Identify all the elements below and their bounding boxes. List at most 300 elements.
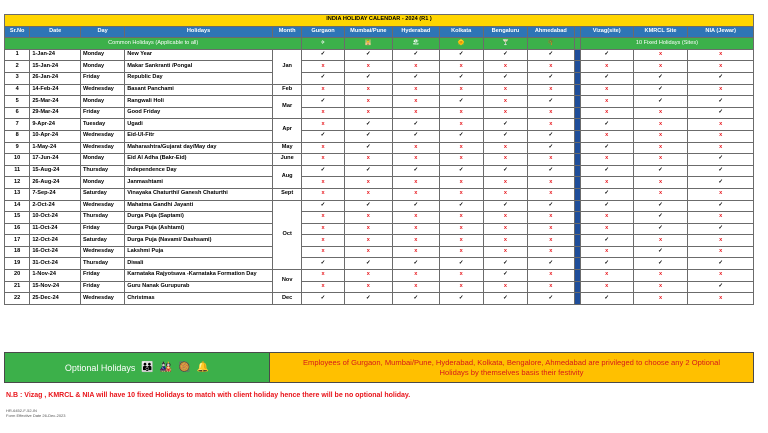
- check-mark-icon: ✓: [633, 258, 688, 270]
- cross-mark-icon: x: [439, 177, 483, 189]
- cross-mark-icon: x: [302, 107, 344, 119]
- cross-mark-icon: x: [580, 212, 633, 224]
- cross-mark-icon: x: [688, 212, 754, 224]
- column-header: Sr.No: [5, 26, 30, 38]
- beach-icon: 🏖: [393, 38, 439, 50]
- cross-mark-icon: x: [393, 270, 439, 282]
- cross-mark-icon: x: [688, 119, 754, 131]
- holiday-name: Rangwali Holi: [125, 96, 273, 108]
- cross-mark-icon: x: [302, 270, 344, 282]
- cross-mark-icon: x: [483, 61, 527, 73]
- cross-mark-icon: x: [302, 142, 344, 154]
- mosque-icon: 🕌: [344, 38, 393, 50]
- cross-mark-icon: x: [393, 188, 439, 200]
- check-mark-icon: ✓: [688, 223, 754, 235]
- check-mark-icon: ✓: [528, 72, 574, 84]
- column-header: Vizag(site): [580, 26, 633, 38]
- cross-mark-icon: x: [483, 107, 527, 119]
- holiday-date: 1-Jan-24: [30, 49, 81, 61]
- holiday-date: 17-Jun-24: [30, 154, 81, 166]
- check-mark-icon: ✓: [483, 165, 527, 177]
- holiday-date: 25-Dec-24: [30, 293, 81, 305]
- cross-mark-icon: x: [633, 235, 688, 247]
- cross-mark-icon: x: [580, 130, 633, 142]
- holiday-row: [5, 96, 754, 108]
- holiday-date: 2-Oct-24: [30, 200, 81, 212]
- check-mark-icon: ✓: [302, 165, 344, 177]
- holiday-date: 14-Feb-24: [30, 84, 81, 96]
- check-mark-icon: ✓: [688, 154, 754, 166]
- cross-mark-icon: x: [483, 246, 527, 258]
- cross-mark-icon: x: [688, 49, 754, 61]
- cross-mark-icon: x: [688, 142, 754, 154]
- holiday-name: Janmashtami: [125, 177, 273, 189]
- cross-mark-icon: x: [302, 84, 344, 96]
- form-effective-date: Form Effective Date 26-Dec-2023: [6, 413, 66, 418]
- serial-number: 22: [5, 293, 30, 305]
- check-mark-icon: ✓: [688, 281, 754, 293]
- check-mark-icon: ✓: [439, 96, 483, 108]
- check-mark-icon: ✓: [344, 165, 393, 177]
- common-holidays-label: Common Holidays (Applicable to all): [5, 38, 302, 50]
- cross-mark-icon: x: [688, 246, 754, 258]
- check-mark-icon: ✓: [633, 200, 688, 212]
- cross-mark-icon: x: [393, 246, 439, 258]
- check-mark-icon: ✓: [580, 293, 633, 305]
- drink-icon: 🍸: [483, 38, 527, 50]
- check-mark-icon: ✓: [439, 258, 483, 270]
- holiday-date: 15-Aug-24: [30, 165, 81, 177]
- cross-mark-icon: x: [344, 61, 393, 73]
- cross-mark-icon: x: [633, 142, 688, 154]
- cross-mark-icon: x: [633, 49, 688, 61]
- cross-mark-icon: x: [580, 84, 633, 96]
- holiday-name: Basant Panchami: [125, 84, 273, 96]
- check-mark-icon: ✓: [393, 49, 439, 61]
- check-mark-icon: ✓: [439, 165, 483, 177]
- holiday-name: Republic Day: [125, 72, 273, 84]
- holiday-row: [5, 84, 754, 96]
- holiday-row: [5, 258, 754, 270]
- sun-icon: 🌞: [439, 38, 483, 50]
- check-mark-icon: ✓: [393, 165, 439, 177]
- bell-icon: 🔔: [196, 362, 210, 373]
- serial-number: 11: [5, 165, 30, 177]
- calendar-title: INDIA HOLIDAY CALENDAR - 2024 (R1 ): [5, 15, 754, 27]
- holiday-name: Durga Puja (Navami/ Dashsami): [125, 235, 273, 247]
- cross-mark-icon: x: [483, 281, 527, 293]
- check-mark-icon: ✓: [393, 258, 439, 270]
- cross-mark-icon: x: [439, 119, 483, 131]
- month-cell: Nov: [272, 270, 302, 293]
- holiday-name: Ugadi: [125, 119, 273, 131]
- fixed-holidays-label: 10 Fixed Holidays (Sites): [580, 38, 753, 50]
- lamp-icon: 🥘: [178, 362, 191, 373]
- cross-mark-icon: x: [528, 84, 574, 96]
- month-cell: May: [272, 142, 302, 154]
- holiday-row: [5, 72, 754, 84]
- cross-mark-icon: x: [633, 154, 688, 166]
- serial-number: 8: [5, 130, 30, 142]
- column-header: Kolkata: [439, 26, 483, 38]
- holiday-date: 10-Oct-24: [30, 212, 81, 224]
- holiday-name: Lakshmi Puja: [125, 246, 273, 258]
- check-mark-icon: ✓: [633, 72, 688, 84]
- cross-mark-icon: x: [302, 61, 344, 73]
- check-mark-icon: ✓: [302, 258, 344, 270]
- check-mark-icon: ✓: [344, 293, 393, 305]
- check-mark-icon: ✓: [688, 96, 754, 108]
- cross-mark-icon: x: [580, 154, 633, 166]
- cross-mark-icon: x: [302, 119, 344, 131]
- family-icon: 👪: [141, 362, 154, 373]
- check-mark-icon: ✓: [580, 258, 633, 270]
- cross-mark-icon: x: [439, 84, 483, 96]
- cross-mark-icon: x: [688, 270, 754, 282]
- serial-number: 5: [5, 96, 30, 108]
- month-cell: Dec: [272, 293, 302, 305]
- cross-mark-icon: x: [528, 107, 574, 119]
- holiday-row: [5, 293, 754, 305]
- cross-mark-icon: x: [344, 84, 393, 96]
- cross-mark-icon: x: [528, 61, 574, 73]
- month-cell: Jan: [272, 49, 302, 84]
- check-mark-icon: ✓: [344, 72, 393, 84]
- check-mark-icon: ✓: [528, 258, 574, 270]
- cross-mark-icon: x: [483, 212, 527, 224]
- festival-icon: 🎎: [159, 362, 173, 373]
- cross-mark-icon: x: [393, 107, 439, 119]
- cross-mark-icon: x: [344, 281, 393, 293]
- cross-mark-icon: x: [633, 281, 688, 293]
- month-cell: Apr: [272, 119, 302, 142]
- holiday-name: Durga Puja (Ashtami): [125, 223, 273, 235]
- optional-holidays-info: Employees of Gurgaon, Mumbai/Pune, Hyderabad, Kolkata, Bengalore, Ahmedabad are privileged to choose any 2 Optional Holidays by themselves basis their festivity: [270, 352, 754, 383]
- serial-number: 13: [5, 188, 30, 200]
- cross-mark-icon: x: [439, 281, 483, 293]
- serial-number: 19: [5, 258, 30, 270]
- cross-mark-icon: x: [302, 246, 344, 258]
- serial-number: 9: [5, 142, 30, 154]
- check-mark-icon: ✓: [302, 72, 344, 84]
- column-header: Ahmedabad: [528, 26, 574, 38]
- cross-mark-icon: x: [528, 212, 574, 224]
- holiday-date: 25-Mar-24: [30, 96, 81, 108]
- check-mark-icon: ✓: [633, 96, 688, 108]
- cross-mark-icon: x: [393, 84, 439, 96]
- holiday-row: [5, 49, 754, 61]
- check-mark-icon: ✓: [688, 165, 754, 177]
- cross-mark-icon: x: [483, 223, 527, 235]
- holiday-name: Vinayaka Chaturthi/ Ganesh Chaturthi: [125, 188, 273, 200]
- holiday-day: Saturday: [80, 235, 124, 247]
- cross-mark-icon: x: [302, 188, 344, 200]
- holiday-name: Maharashtra/Gujarat day/May day: [125, 142, 273, 154]
- cross-mark-icon: x: [528, 281, 574, 293]
- cross-mark-icon: x: [393, 96, 439, 108]
- cross-mark-icon: x: [393, 142, 439, 154]
- cross-mark-icon: x: [688, 293, 754, 305]
- cross-mark-icon: x: [344, 212, 393, 224]
- serial-number: 21: [5, 281, 30, 293]
- check-mark-icon: ✓: [580, 165, 633, 177]
- cross-mark-icon: x: [528, 154, 574, 166]
- note-text: N.B : Vizag , KMRCL & NIA will have 10 fixed Holidays to match with client holiday hence there will be no optional holiday.: [6, 392, 411, 399]
- header-row: [5, 26, 754, 38]
- holiday-row: [5, 130, 754, 142]
- check-mark-icon: ✓: [528, 49, 574, 61]
- check-mark-icon: ✓: [344, 142, 393, 154]
- holiday-day: Tuesday: [80, 119, 124, 131]
- holiday-day: Wednesday: [80, 84, 124, 96]
- holiday-day: Wednesday: [80, 200, 124, 212]
- holiday-day: Monday: [80, 96, 124, 108]
- check-mark-icon: ✓: [302, 293, 344, 305]
- holiday-date: 11-Oct-24: [30, 223, 81, 235]
- check-mark-icon: ✓: [633, 223, 688, 235]
- check-mark-icon: ✓: [344, 49, 393, 61]
- cross-mark-icon: x: [483, 142, 527, 154]
- check-mark-icon: ✓: [393, 130, 439, 142]
- serial-number: 16: [5, 223, 30, 235]
- cross-mark-icon: x: [439, 61, 483, 73]
- cross-mark-icon: x: [633, 130, 688, 142]
- holiday-day: Wednesday: [80, 246, 124, 258]
- cross-mark-icon: x: [633, 177, 688, 189]
- cross-mark-icon: x: [580, 223, 633, 235]
- common-holidays-band: [5, 38, 754, 50]
- optional-holidays-section: [4, 352, 754, 383]
- holiday-name: New Year: [125, 49, 273, 61]
- cross-mark-icon: x: [439, 246, 483, 258]
- cross-mark-icon: x: [528, 235, 574, 247]
- column-header: Mumbai/Pune: [344, 26, 393, 38]
- holiday-name: Good Friday: [125, 107, 273, 119]
- cross-mark-icon: x: [633, 119, 688, 131]
- holiday-row: [5, 246, 754, 258]
- holiday-day: Thursday: [80, 258, 124, 270]
- cross-mark-icon: x: [483, 154, 527, 166]
- cross-mark-icon: x: [528, 246, 574, 258]
- column-header: Gurgaon: [302, 26, 344, 38]
- check-mark-icon: ✓: [483, 119, 527, 131]
- cross-mark-icon: x: [580, 107, 633, 119]
- holiday-day: Wednesday: [80, 293, 124, 305]
- check-mark-icon: ✓: [633, 246, 688, 258]
- column-header: Bengaluru: [483, 26, 527, 38]
- holiday-row: [5, 235, 754, 247]
- holiday-row: [5, 61, 754, 73]
- cross-mark-icon: x: [344, 223, 393, 235]
- cross-mark-icon: x: [580, 246, 633, 258]
- cross-mark-icon: x: [528, 119, 574, 131]
- holiday-row: [5, 223, 754, 235]
- holiday-row: [5, 154, 754, 166]
- cross-mark-icon: x: [344, 177, 393, 189]
- cross-mark-icon: x: [344, 154, 393, 166]
- cross-mark-icon: x: [439, 188, 483, 200]
- cross-mark-icon: x: [302, 154, 344, 166]
- holiday-day: Wednesday: [80, 142, 124, 154]
- cross-mark-icon: x: [633, 61, 688, 73]
- holiday-row: [5, 200, 754, 212]
- cross-mark-icon: x: [528, 270, 574, 282]
- check-mark-icon: ✓: [580, 188, 633, 200]
- serial-number: 7: [5, 119, 30, 131]
- month-cell: Aug: [272, 165, 302, 188]
- cross-mark-icon: x: [344, 246, 393, 258]
- check-mark-icon: ✓: [580, 200, 633, 212]
- holiday-row: [5, 212, 754, 224]
- cross-mark-icon: x: [344, 107, 393, 119]
- cross-mark-icon: x: [483, 188, 527, 200]
- holiday-date: 15-Jan-24: [30, 61, 81, 73]
- cross-mark-icon: x: [439, 212, 483, 224]
- check-mark-icon: ✓: [439, 130, 483, 142]
- cross-mark-icon: x: [439, 154, 483, 166]
- check-mark-icon: ✓: [439, 200, 483, 212]
- column-header: Day: [80, 26, 124, 38]
- check-mark-icon: ✓: [633, 84, 688, 96]
- cross-mark-icon: x: [393, 235, 439, 247]
- holiday-day: Friday: [80, 223, 124, 235]
- month-cell: June: [272, 154, 302, 166]
- cross-mark-icon: x: [439, 223, 483, 235]
- check-mark-icon: ✓: [344, 258, 393, 270]
- holiday-name: Durga Puja (Saptami): [125, 212, 273, 224]
- holiday-date: 15-Nov-24: [30, 281, 81, 293]
- check-mark-icon: ✓: [688, 258, 754, 270]
- holiday-day: Friday: [80, 72, 124, 84]
- check-mark-icon: ✓: [439, 293, 483, 305]
- cross-mark-icon: x: [633, 270, 688, 282]
- check-mark-icon: ✓: [580, 72, 633, 84]
- holiday-row: [5, 165, 754, 177]
- check-mark-icon: ✓: [483, 293, 527, 305]
- holiday-date: 16-Oct-24: [30, 246, 81, 258]
- cross-mark-icon: x: [344, 235, 393, 247]
- check-mark-icon: ✓: [393, 72, 439, 84]
- cross-mark-icon: x: [688, 188, 754, 200]
- check-mark-icon: ✓: [688, 72, 754, 84]
- plane-icon: ✈: [302, 38, 344, 50]
- check-mark-icon: ✓: [393, 200, 439, 212]
- holiday-date: 26-Jan-24: [30, 72, 81, 84]
- cross-mark-icon: x: [483, 84, 527, 96]
- check-mark-icon: ✓: [528, 130, 574, 142]
- column-header: Date: [30, 26, 81, 38]
- cross-mark-icon: x: [393, 281, 439, 293]
- cross-mark-icon: x: [439, 107, 483, 119]
- check-mark-icon: ✓: [528, 96, 574, 108]
- holiday-day: Monday: [80, 49, 124, 61]
- cross-mark-icon: x: [580, 281, 633, 293]
- cross-mark-icon: x: [393, 223, 439, 235]
- cross-mark-icon: x: [302, 177, 344, 189]
- column-header: Holidays: [125, 26, 273, 38]
- check-mark-icon: ✓: [528, 142, 574, 154]
- check-mark-icon: ✓: [302, 49, 344, 61]
- serial-number: 10: [5, 154, 30, 166]
- check-mark-icon: ✓: [528, 165, 574, 177]
- cross-mark-icon: x: [688, 130, 754, 142]
- cross-mark-icon: x: [393, 61, 439, 73]
- check-mark-icon: ✓: [688, 107, 754, 119]
- cross-mark-icon: x: [344, 270, 393, 282]
- holiday-name: Guru Nanak Gurupurab: [125, 281, 273, 293]
- holiday-date: 7-Sep-24: [30, 188, 81, 200]
- holiday-name: Makar Sankranti /Pongal: [125, 61, 273, 73]
- holiday-name: Eid-Ul-Fitr: [125, 130, 273, 142]
- month-cell: Sept: [272, 188, 302, 200]
- check-mark-icon: ✓: [528, 200, 574, 212]
- holiday-row: [5, 188, 754, 200]
- cross-mark-icon: x: [302, 235, 344, 247]
- column-header: KMRCL Site: [633, 26, 688, 38]
- check-mark-icon: ✓: [344, 130, 393, 142]
- cross-mark-icon: x: [633, 107, 688, 119]
- cross-mark-icon: x: [439, 142, 483, 154]
- serial-number: 14: [5, 200, 30, 212]
- serial-number: 18: [5, 246, 30, 258]
- check-mark-icon: ✓: [633, 212, 688, 224]
- check-mark-icon: ✓: [302, 130, 344, 142]
- month-cell: Feb: [272, 84, 302, 96]
- column-header: Month: [272, 26, 302, 38]
- cross-mark-icon: x: [302, 212, 344, 224]
- holiday-day: Friday: [80, 107, 124, 119]
- check-mark-icon: ✓: [483, 200, 527, 212]
- holiday-date: 26-Aug-24: [30, 177, 81, 189]
- check-mark-icon: ✓: [439, 49, 483, 61]
- holiday-name: Diwali: [125, 258, 273, 270]
- serial-number: 6: [5, 107, 30, 119]
- holiday-date: 29-Mar-24: [30, 107, 81, 119]
- holiday-date: 31-Oct-24: [30, 258, 81, 270]
- holiday-day: Saturday: [80, 188, 124, 200]
- cross-mark-icon: x: [393, 177, 439, 189]
- column-header: Hyderabad: [393, 26, 439, 38]
- serial-number: 15: [5, 212, 30, 224]
- check-mark-icon: ✓: [302, 200, 344, 212]
- holiday-date: 12-Oct-24: [30, 235, 81, 247]
- check-mark-icon: ✓: [688, 177, 754, 189]
- check-mark-icon: ✓: [439, 72, 483, 84]
- cross-mark-icon: x: [580, 96, 633, 108]
- holiday-day: Friday: [80, 270, 124, 282]
- optional-holidays-label: Optional Holidays: [64, 362, 136, 373]
- holiday-date: 9-Apr-24: [30, 119, 81, 131]
- cross-mark-icon: x: [688, 61, 754, 73]
- cross-mark-icon: x: [483, 96, 527, 108]
- cross-mark-icon: x: [528, 223, 574, 235]
- holiday-calendar: [4, 14, 754, 305]
- holiday-name: Karnataka Rajyotsava -Karnataka Formation Day: [125, 270, 273, 282]
- cross-mark-icon: x: [633, 293, 688, 305]
- holiday-day: Wednesday: [80, 130, 124, 142]
- serial-number: 4: [5, 84, 30, 96]
- cross-mark-icon: x: [302, 281, 344, 293]
- holiday-date: 10-Apr-24: [30, 130, 81, 142]
- check-mark-icon: ✓: [393, 293, 439, 305]
- holiday-row: [5, 270, 754, 282]
- check-mark-icon: ✓: [580, 119, 633, 131]
- cross-mark-icon: x: [688, 84, 754, 96]
- cross-mark-icon: x: [302, 223, 344, 235]
- check-mark-icon: ✓: [580, 142, 633, 154]
- cross-mark-icon: x: [393, 212, 439, 224]
- serial-number: 12: [5, 177, 30, 189]
